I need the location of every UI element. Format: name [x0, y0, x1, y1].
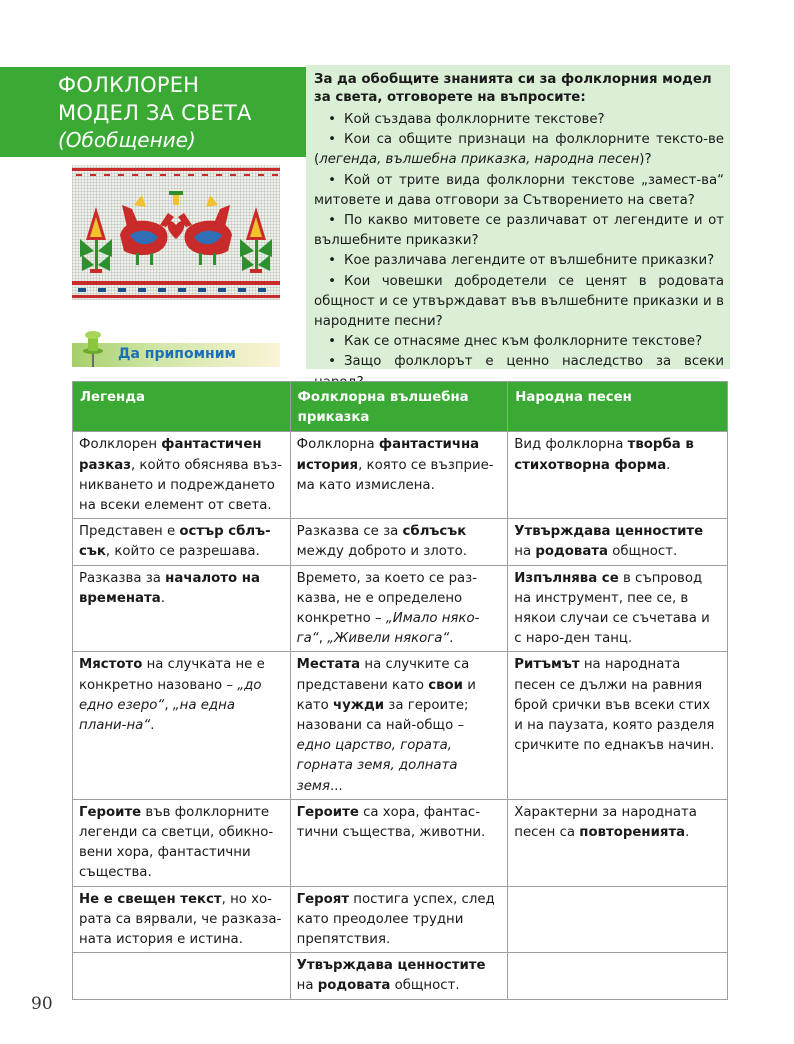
cell-text: на случката не е конкретно назовано –	[79, 657, 265, 693]
fairy-tale-cell	[290, 886, 508, 953]
cell-text: фантастична история	[296, 437, 480, 473]
fairy-tale-cell	[290, 432, 508, 519]
bullet-icon: •	[328, 172, 336, 188]
cell-text: .	[160, 590, 165, 606]
legend-cell	[73, 432, 291, 519]
cell-text: са хора, фантас-тични същества, животни.	[296, 804, 486, 841]
cell-text: Героите	[79, 804, 142, 820]
cell-text: Не е свещен текст	[79, 891, 222, 907]
cell-text: в съпровод на инструмент, пее се, в някои случаи се съчетава и с наро-ден танц.	[514, 570, 710, 647]
cell-text: Героят	[296, 891, 350, 907]
cell-text: , който обяснява въз-никването и подреждането на всеки елемент от света.	[79, 457, 282, 514]
bullet-icon: •	[328, 354, 336, 370]
table-header-row	[73, 382, 728, 432]
cell-text: родовата	[535, 544, 608, 560]
cell-text: Утвърждава ценностите	[514, 524, 704, 540]
cell-text: на случките са представени като	[296, 657, 470, 693]
bullet-icon: •	[328, 213, 336, 229]
cell-text: Героите	[296, 804, 359, 820]
question-text: Кой от трите вида фолклорни текстове „замест-ва“ митовете и дава отговори за Сътворението на света?	[314, 172, 724, 208]
cell-text: ,	[164, 697, 173, 713]
cell-text: Фолклорна	[296, 437, 379, 453]
folk-song-cell	[508, 799, 728, 886]
remember-banner	[72, 343, 280, 367]
bullet-icon: •	[328, 334, 336, 350]
remember-label: Да припомним	[118, 346, 236, 362]
cell-text: Разказва се за	[296, 524, 403, 540]
cell-text: между доброто и злото.	[296, 544, 468, 560]
question-text: Кои са общите признаци на фолклорните тексто-ве (	[314, 132, 724, 168]
folk-song-cell	[508, 565, 728, 652]
fairy-tale-cell	[290, 652, 508, 799]
cell-text: Вид фолклорна	[514, 437, 628, 453]
cell-text: остър сблъ-сък	[79, 524, 271, 560]
question-text: Кой създава фолклорните текстове?	[344, 112, 605, 127]
cell-text: .	[449, 631, 454, 647]
lesson-title-line2: МОДЕЛ ЗА СВЕТА	[58, 101, 252, 125]
cell-text: .	[666, 457, 671, 473]
question-item	[314, 272, 724, 333]
table-row	[73, 565, 728, 652]
fairy-tale-cell	[290, 953, 508, 999]
questions-list	[314, 110, 724, 393]
question-text: легенда, вълшебна приказка, народна песен	[319, 152, 640, 168]
question-text: Как се отнасяме днес към фолклорните текстове?	[344, 334, 703, 350]
cell-text: .	[685, 825, 690, 841]
header-legend: Легенда	[73, 382, 291, 432]
bullet-icon: •	[328, 132, 336, 148]
cell-text: , който се разрешава.	[105, 544, 260, 560]
folk-song-cell	[508, 519, 728, 565]
cell-text: чужди	[332, 697, 385, 713]
lesson-title-line1: ФОЛКЛОРЕН	[58, 73, 200, 97]
questions-heading: За да обобщите знанията си за фолклорния модел за света, отговорете на въпросите:	[314, 72, 712, 105]
cell-text: на	[514, 544, 536, 560]
lesson-subtitle: (Обобщение)	[58, 128, 196, 152]
cell-text: началото на времената	[79, 570, 260, 606]
question-text: Кои човешки добродетели се ценят в родовата общност и се утвърждават във вълшебните приказки и в народните песни?	[314, 273, 724, 330]
cell-text: постига успех, след като преодолее трудни препятствия.	[296, 891, 495, 948]
table-row	[73, 652, 728, 799]
fairy-tale-cell	[290, 565, 508, 652]
cell-text: Изпълнява се	[514, 570, 619, 586]
cell-text: .	[150, 718, 155, 734]
folk-song-cell	[508, 953, 728, 999]
fairy-tale-cell	[290, 519, 508, 565]
legend-cell	[73, 886, 291, 953]
cell-text: Утвърждава ценностите	[296, 958, 486, 974]
question-item	[314, 130, 724, 170]
cell-text: „Живели някога“	[327, 631, 450, 647]
legend-cell	[73, 565, 291, 652]
cell-text: свои	[428, 677, 463, 693]
cell-text: за героите; назовани са най-общо –	[296, 697, 469, 734]
bullet-icon: •	[328, 253, 336, 269]
pushpin-icon	[80, 329, 106, 369]
cell-text: фантастичен разказ	[79, 437, 262, 473]
lesson-title-block	[0, 67, 306, 157]
cell-text: , която се възприе-ма като измислена.	[296, 457, 494, 493]
fairy-tale-cell	[290, 799, 508, 886]
question-text: По какво митовете се различават от легендите и от вълшебните приказки?	[314, 213, 724, 249]
cell-text: „на една плани-на“	[79, 697, 235, 734]
legend-cell	[73, 652, 291, 799]
cell-text: Фолклорен	[79, 437, 162, 453]
question-item	[314, 251, 724, 271]
table-row	[73, 953, 728, 999]
comparison-table	[72, 381, 728, 1000]
cell-text: повторенията	[579, 825, 686, 841]
question-text: Защо фолклорът е ценно наследство за всеки	[344, 354, 724, 370]
cell-text: Мястото	[79, 657, 143, 673]
question-text: )?	[639, 152, 652, 168]
legend-cell	[73, 519, 291, 565]
cell-text: Ритъмът	[514, 657, 580, 673]
cell-text: Времето, за което се раз-казва, не е определено конкретно –	[296, 570, 478, 627]
bullet-icon: •	[328, 112, 336, 127]
cell-text: сблъсък	[402, 524, 467, 540]
table-row	[73, 432, 728, 519]
bullet-icon: •	[328, 273, 336, 289]
folk-song-cell	[508, 432, 728, 519]
cell-text: Разказва за	[79, 570, 166, 586]
table-row	[73, 519, 728, 565]
cell-text: и като	[296, 677, 476, 713]
cell-text: Представен е	[79, 524, 180, 540]
cell-text: във фолклорните легенди са светци, обикно-вени хора, фантастични същества.	[79, 804, 274, 881]
legend-cell	[73, 953, 291, 999]
review-questions-box	[306, 65, 730, 369]
cell-text: едно царство, гората, горната земя, долната земя	[296, 738, 458, 794]
header-folk-song: Народна песен	[508, 382, 728, 432]
question-text: Кое различава легендите от вълшебните приказки?	[344, 253, 715, 269]
legend-cell	[73, 799, 291, 886]
cell-text: на народната песен се дължи на равния брой срички във всеки стих и на паузата, която разделя сричките по еднакъв начин.	[514, 657, 715, 754]
cell-text: ,	[318, 631, 328, 647]
cell-text: „Имало няко-га“	[296, 611, 480, 647]
table-row	[73, 799, 728, 886]
embroidery-pattern-image	[72, 165, 280, 300]
question-item	[314, 110, 724, 130]
cell-text: родовата	[317, 978, 391, 994]
cell-text: ...	[329, 778, 343, 794]
question-item	[314, 211, 724, 251]
cell-text: на	[296, 978, 318, 994]
header-fairy-tale: Фолклорна вълшебна приказка	[290, 382, 508, 432]
cell-text: творба в стихотворна форма	[514, 437, 694, 473]
folk-song-cell	[508, 652, 728, 799]
question-item	[314, 171, 724, 211]
cell-text: Местата	[296, 657, 361, 673]
folk-song-cell	[508, 886, 728, 953]
embroidery-illustration	[72, 165, 280, 300]
cell-text: „до едно езеро“	[79, 677, 262, 713]
table-row	[73, 886, 728, 953]
cell-text: , но хо-рата са вярвали, че разказа-ната история е истина.	[79, 891, 282, 948]
cell-text: общност.	[390, 978, 460, 994]
cell-text: общност.	[607, 544, 678, 560]
page-number: 90	[31, 994, 53, 1014]
question-item	[314, 332, 724, 352]
cell-text: Характерни за народната песен са	[514, 804, 697, 841]
